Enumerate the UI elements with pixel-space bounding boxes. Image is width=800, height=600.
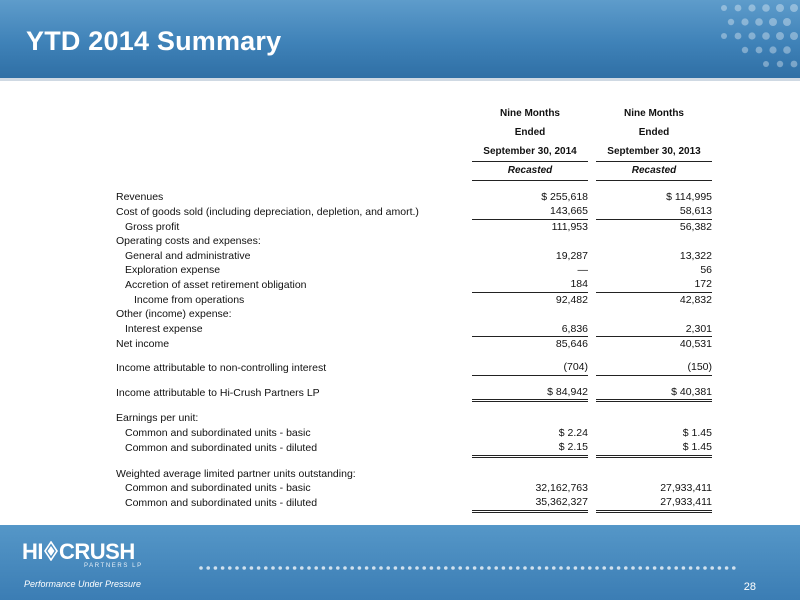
- row-label: Income attributable to Hi-Crush Partners LP: [116, 386, 320, 399]
- col1-header-line1: Nine Months: [500, 108, 560, 119]
- decorative-dot: [242, 566, 246, 570]
- row-label: Exploration expense: [125, 264, 221, 277]
- decorative-dot: [595, 566, 599, 570]
- financial-summary-table: [116, 104, 712, 513]
- row-value-2013: [596, 467, 712, 481]
- decorative-dot: [401, 566, 405, 570]
- decorative-dot: [350, 566, 354, 570]
- decorative-dot: [653, 566, 657, 570]
- row-value-2013: $ 40,381: [596, 385, 712, 401]
- row-value-2014: 35,362,327: [472, 495, 588, 511]
- row-label: Income from operations: [134, 293, 245, 306]
- decorative-dot: [473, 566, 477, 570]
- page-number: 28: [743, 581, 756, 593]
- decorative-dot: [293, 566, 297, 570]
- table-row: [116, 292, 712, 307]
- decorative-dot: [336, 566, 340, 570]
- decorative-dot: [682, 566, 686, 570]
- table-row: [116, 337, 712, 352]
- column-header-row-4: [116, 162, 712, 181]
- decorative-dot: [545, 566, 549, 570]
- row-value-2013: 2,301: [596, 322, 712, 337]
- row-value-2014: [472, 307, 588, 321]
- col1-header-line3: September 30, 2014: [472, 142, 588, 162]
- decorative-dot: [667, 566, 671, 570]
- col2-header-line4: Recasted: [596, 162, 712, 181]
- decorative-dot: [444, 566, 448, 570]
- col2-header-line2: Ended: [638, 127, 670, 138]
- logo-wordmark-right: CRUSH: [59, 539, 135, 564]
- decorative-dot: [710, 566, 714, 570]
- table-row: [116, 277, 712, 292]
- row-value-2014: 92,482: [555, 293, 588, 306]
- decorative-dot: [689, 566, 693, 570]
- row-value-2014: 143,665: [472, 204, 588, 219]
- row-value-2014: 85,646: [555, 338, 588, 351]
- decorative-dot: [430, 566, 434, 570]
- row-value-2013: $ 114,995: [666, 191, 712, 203]
- decorative-dot: [480, 566, 484, 570]
- row-label: General and administrative: [125, 249, 251, 262]
- table-row: [116, 263, 712, 277]
- row-value-2013: $ 1.45: [596, 440, 712, 456]
- decorative-dot: [379, 566, 383, 570]
- row-value-2014: $ 255,618: [541, 191, 588, 203]
- row-value-2014: 32,162,763: [535, 481, 588, 494]
- decorative-dot: [343, 566, 347, 570]
- decorative-dot: [372, 566, 376, 570]
- row-label: Operating costs and expenses:: [116, 235, 261, 248]
- row-value-2013: 13,322: [679, 249, 712, 262]
- decorative-dot: [624, 566, 628, 570]
- decorative-dot: [278, 566, 282, 570]
- column-header-row-1: [116, 104, 712, 123]
- decorative-dot: [257, 566, 261, 570]
- decorative-dot: [329, 566, 333, 570]
- row-value-2013: (150): [596, 360, 712, 375]
- decorative-dot: [610, 566, 614, 570]
- table-row: [116, 307, 712, 321]
- header-band: [0, 0, 800, 81]
- logo-subtitle: PARTNERS LP: [84, 563, 143, 569]
- decorative-dot: [437, 566, 441, 570]
- row-value-2014: $ 2.15: [472, 440, 588, 456]
- row-value-2014: (704): [472, 360, 588, 375]
- decorative-dot: [718, 566, 722, 570]
- row-value-2013: 56,382: [679, 220, 712, 233]
- decorative-dot: [566, 566, 570, 570]
- decorative-dot: [358, 566, 362, 570]
- table-row: [116, 426, 712, 440]
- decorative-dot: [415, 566, 419, 570]
- decorative-dot: [516, 566, 520, 570]
- decorative-dot: [646, 566, 650, 570]
- row-value-2013: 40,531: [679, 338, 712, 351]
- row-value-2014: —: [577, 264, 588, 277]
- row-value-2014: $ 84,942: [472, 385, 588, 401]
- row-label: Common and subordinated units - basic: [125, 426, 311, 439]
- row-label: Common and subordinated units - diluted: [125, 441, 318, 454]
- decorative-dot: [264, 566, 268, 570]
- decorative-dot: [502, 566, 506, 570]
- row-label: Other (income) expense:: [116, 308, 232, 321]
- footer-band: [0, 525, 800, 600]
- table-row: [116, 481, 712, 495]
- row-value-2013: 172: [596, 277, 712, 292]
- row-value-2013: 58,613: [596, 204, 712, 219]
- decorative-dot: [250, 566, 254, 570]
- table-row: [116, 219, 712, 234]
- row-value-2013: $ 1.45: [682, 426, 712, 439]
- decorative-dot: [422, 566, 426, 570]
- logo-wordmark: [22, 539, 135, 565]
- table-row: [116, 385, 712, 401]
- decorative-dot: [631, 566, 635, 570]
- logo-tagline: Performance Under Pressure: [24, 579, 142, 589]
- decorative-dot: [235, 566, 239, 570]
- logo-wordmark-left: HI: [22, 539, 43, 564]
- decorative-dot: [408, 566, 412, 570]
- decorative-dot: [538, 566, 542, 570]
- decorative-dot: [365, 566, 369, 570]
- table-row: [116, 322, 712, 337]
- decorative-dot: [271, 566, 275, 570]
- decorative-dot-line: [198, 565, 738, 571]
- row-value-2013: 42,832: [679, 293, 712, 306]
- table-row: [116, 411, 712, 425]
- row-value-2013: 27,933,411: [660, 481, 712, 494]
- row-label: Net income: [116, 337, 170, 350]
- row-value-2013: 27,933,411: [596, 495, 712, 511]
- decorative-dot: [307, 566, 311, 570]
- decorative-dot: [494, 566, 498, 570]
- decorative-dot: [588, 566, 592, 570]
- table-row: [116, 467, 712, 481]
- row-value-2013: [596, 411, 712, 425]
- column-header-row-2: [116, 123, 712, 142]
- decorative-dot-cluster: [714, 0, 800, 78]
- table-row: [116, 249, 712, 263]
- row-label: Weighted average limited partner units outstanding:: [116, 467, 356, 480]
- decorative-dot: [703, 566, 707, 570]
- row-label: Earnings per unit:: [116, 412, 199, 425]
- table-row: [116, 204, 712, 219]
- row-label: Cost of goods sold (including depreciation, depletion, and amort.): [116, 205, 419, 218]
- table-row: [116, 440, 712, 456]
- decorative-dot: [466, 566, 470, 570]
- row-label: Gross profit: [125, 220, 180, 233]
- row-value-2014: 184: [472, 277, 588, 292]
- col1-header-line2: Ended: [514, 127, 546, 138]
- decorative-dot: [458, 566, 462, 570]
- table-row: [116, 495, 712, 511]
- table-row: [116, 360, 712, 375]
- decorative-dot: [581, 566, 585, 570]
- decorative-dot: [314, 566, 318, 570]
- decorative-dot: [386, 566, 390, 570]
- row-value-2014: [472, 234, 588, 248]
- hi-crush-logo: [22, 539, 152, 595]
- decorative-dot: [199, 566, 203, 570]
- decorative-dot: [559, 566, 563, 570]
- decorative-dot: [660, 566, 664, 570]
- decorative-dot: [509, 566, 513, 570]
- decorative-dot: [214, 566, 218, 570]
- decorative-dot: [617, 566, 621, 570]
- row-label: Common and subordinated units - diluted: [125, 497, 318, 510]
- row-value-2013: [596, 307, 712, 321]
- decorative-dot: [228, 566, 232, 570]
- row-label: Accretion of asset retirement obligation: [125, 278, 307, 291]
- table-row: [116, 234, 712, 248]
- logo-diamond-icon: [44, 541, 58, 561]
- decorative-dot: [732, 566, 736, 570]
- row-label: Common and subordinated units - basic: [125, 481, 311, 494]
- row-value-2014: 19,287: [555, 249, 588, 262]
- row-label: Revenues: [116, 191, 164, 203]
- column-header-row-3: [116, 142, 712, 162]
- row-label: Interest expense: [125, 322, 203, 335]
- row-value-2014: $ 2.24: [558, 426, 588, 439]
- decorative-dot: [725, 566, 729, 570]
- decorative-dot: [696, 566, 700, 570]
- row-value-2014: [472, 411, 588, 425]
- row-value-2014: [472, 467, 588, 481]
- decorative-dot: [206, 566, 210, 570]
- row-value-2014: 111,953: [551, 220, 588, 233]
- decorative-dot: [487, 566, 491, 570]
- table-row: [116, 190, 712, 204]
- row-value-2014: 6,836: [472, 322, 588, 337]
- row-value-2013: [596, 234, 712, 248]
- row-value-2013: 56: [700, 264, 712, 277]
- col1-header-line4: Recasted: [472, 162, 588, 181]
- decorative-dot: [552, 566, 556, 570]
- decorative-dot: [674, 566, 678, 570]
- decorative-dot: [638, 566, 642, 570]
- col2-header-line3: September 30, 2013: [596, 142, 712, 162]
- decorative-dot: [221, 566, 225, 570]
- row-label: Income attributable to non-controlling interest: [116, 361, 327, 374]
- decorative-dot: [523, 566, 527, 570]
- decorative-dot: [300, 566, 304, 570]
- decorative-dot: [451, 566, 455, 570]
- decorative-dot: [530, 566, 534, 570]
- decorative-dot: [602, 566, 606, 570]
- decorative-dot: [286, 566, 290, 570]
- page-title: YTD 2014 Summary: [26, 26, 282, 56]
- decorative-dot: [394, 566, 398, 570]
- decorative-dot: [574, 566, 578, 570]
- decorative-dot: [322, 566, 326, 570]
- col2-header-line1: Nine Months: [624, 108, 684, 119]
